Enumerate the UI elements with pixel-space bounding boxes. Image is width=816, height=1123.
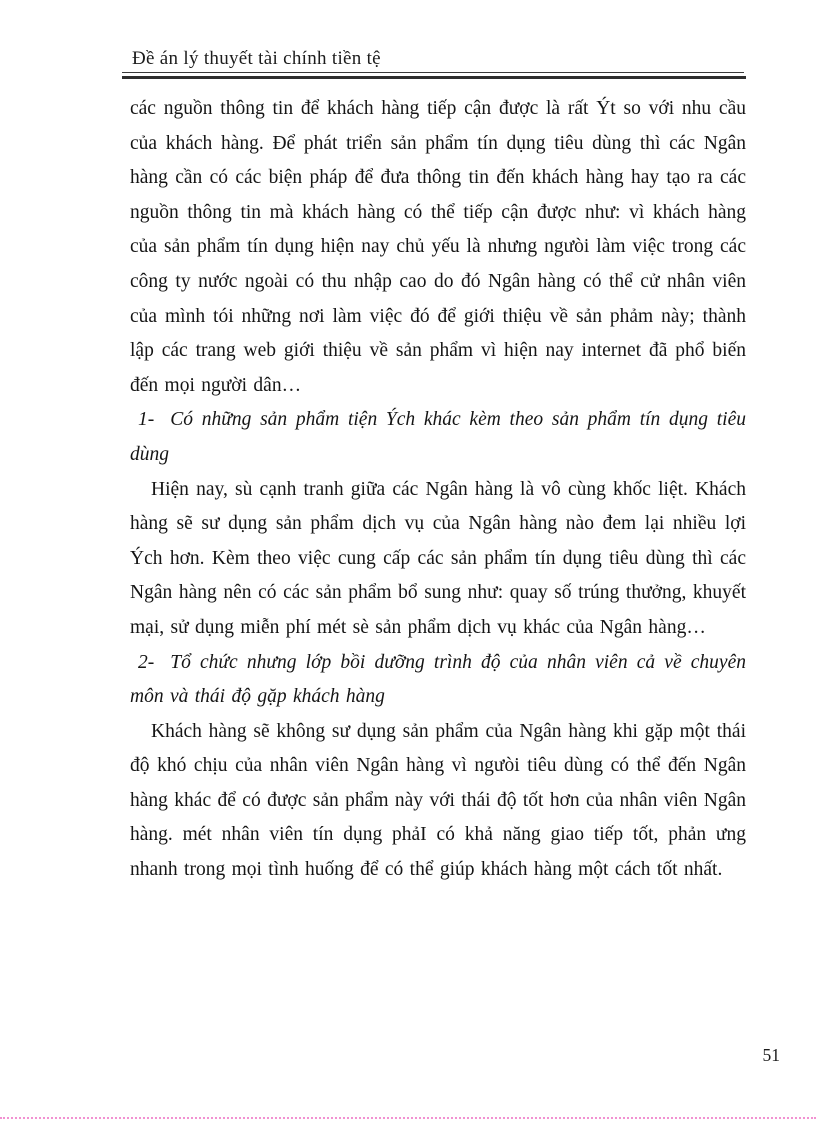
header-rule-thin	[122, 72, 744, 73]
list-item-1	[130, 403, 746, 472]
header-title: Đề án lý thuyết tài chính tiền tệ	[132, 48, 381, 69]
document-body	[130, 92, 746, 888]
list-item-2-text: Tổ chức nhưng lớp bồi dưỡng trình độ của nhân viên cả về chuyên môn và thái độ gặp khách hàng	[130, 651, 746, 708]
page-header	[132, 48, 744, 70]
list-item-1-marker: 1-	[138, 409, 155, 431]
paragraph-staff-attitude: Khách hàng sẽ không sư dụng sản phẩm của Ngân hàng khi gặp một thái độ khó chịu của nhân viên Ngân hàng vì ngưòi tiêu dùng có thể đến Ngân hàng khác để có được sản phẩm này với thái độ tốt hơn của nhân viên Ngân hàng. mét nhân viên tín dụng phảI có khả năng giao tiếp tốt, phản ưng nhanh trong mọi tình huống để có thể giúp khách hàng một cách tốt nhất.	[130, 720, 746, 881]
list-item-1-text: Có những sản phẩm tiện Ých khác kèm theo sản phẩm tín dụng tiêu dùng	[130, 409, 746, 465]
paragraph-information-sources: các nguồn thông tin để khách hàng tiếp cận được là rất Ýt so với nhu cầu của khách hàng. Để phát triển sản phẩm tín dụng tiêu dùng thì các Ngân hàng cần có các biện pháp để đưa thông tin đến khách hàng hay tạo ra các nguồn thông tin mà khách hàng có thể tiếp cận được như: vì khách hàng của sản phẩm tín dụng hiện nay chủ yếu là nhưng ngưòi làm việc trong các công ty nước ngoài có thu nhập cao do đó Ngân hàng có thể cử nhân viên của mình tói những nơi làm việc đó để giới thiệu về sản phảm này; thành lập các trang web giới thiệu về sản phẩm vì hiện nay internet đã phổ biến đến mọi người dân…	[130, 98, 746, 396]
page-number: 51	[762, 1045, 780, 1065]
paragraph-competition: Hiện nay, sù cạnh tranh giữa các Ngân hàng là vô cùng khốc liệt. Khách hàng sẽ sư dụng sản phẩm dịch vụ của Ngân hàng nào đem lại nhiều lợi Ých hơn. Kèm theo việc cung cấp các sản phẩm tín dụng tiêu dùng thì các Ngân hàng nên có các sản phẩm bổ sung như: quay số trúng thưởng, khuyết mại, sử dụng miễn phí mét sè sản phẩm dịch vụ khác của Ngân hàng…	[130, 478, 746, 638]
footer-divider	[0, 1117, 816, 1119]
header-rule-thick	[122, 76, 746, 79]
list-item-2-marker: 2-	[138, 651, 155, 673]
list-item-2	[130, 646, 746, 715]
